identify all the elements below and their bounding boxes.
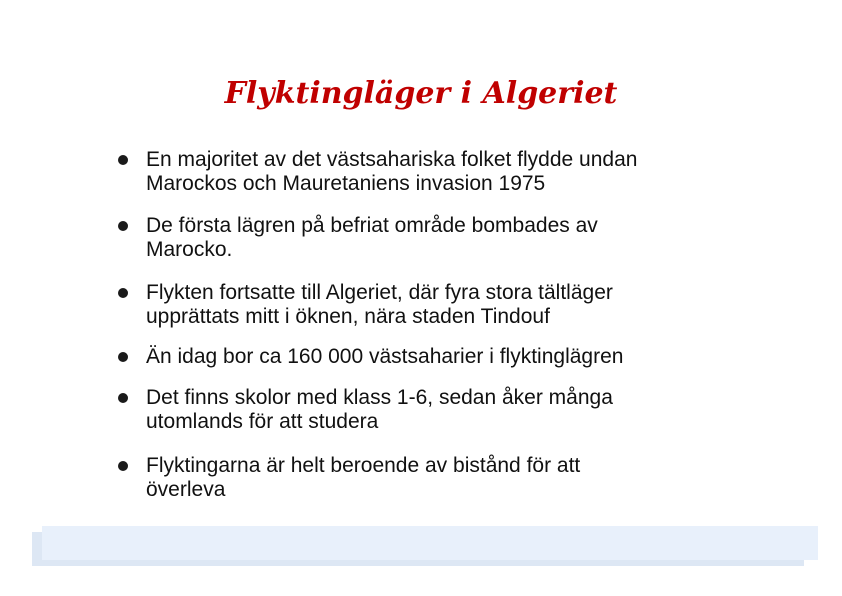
bullet-dot-icon — [118, 288, 128, 298]
bullet-dot-icon — [118, 352, 128, 362]
bullet-text: De första lägren på befriat område bombades av Marocko. — [146, 214, 598, 261]
footer-band — [42, 526, 818, 560]
slide-title: Flyktingläger i Algeriet — [224, 76, 618, 111]
bullet-text: En majoritet av det västsahariska folket flydde undan Marockos och Mauretaniens invasion 1975 — [146, 148, 638, 195]
bullet-text: Än idag bor ca 160 000 västsaharier i flyktinglägren — [146, 345, 624, 368]
bullet-dot-icon — [118, 461, 128, 471]
bullet-dot-icon — [118, 155, 128, 165]
bullet-dot-icon — [118, 393, 128, 403]
bullet-text: Flyktingarna är helt beroende av bistånd för att överleva — [146, 454, 581, 501]
bullet-text: Flykten fortsatte till Algeriet, där fyra stora tältläger upprättats mitt i öknen, nära staden Tindouf — [146, 281, 613, 328]
bullet-text: Det finns skolor med klass 1-6, sedan åker många utomlands för att studera — [146, 386, 613, 433]
bullet-dot-icon — [118, 221, 128, 231]
